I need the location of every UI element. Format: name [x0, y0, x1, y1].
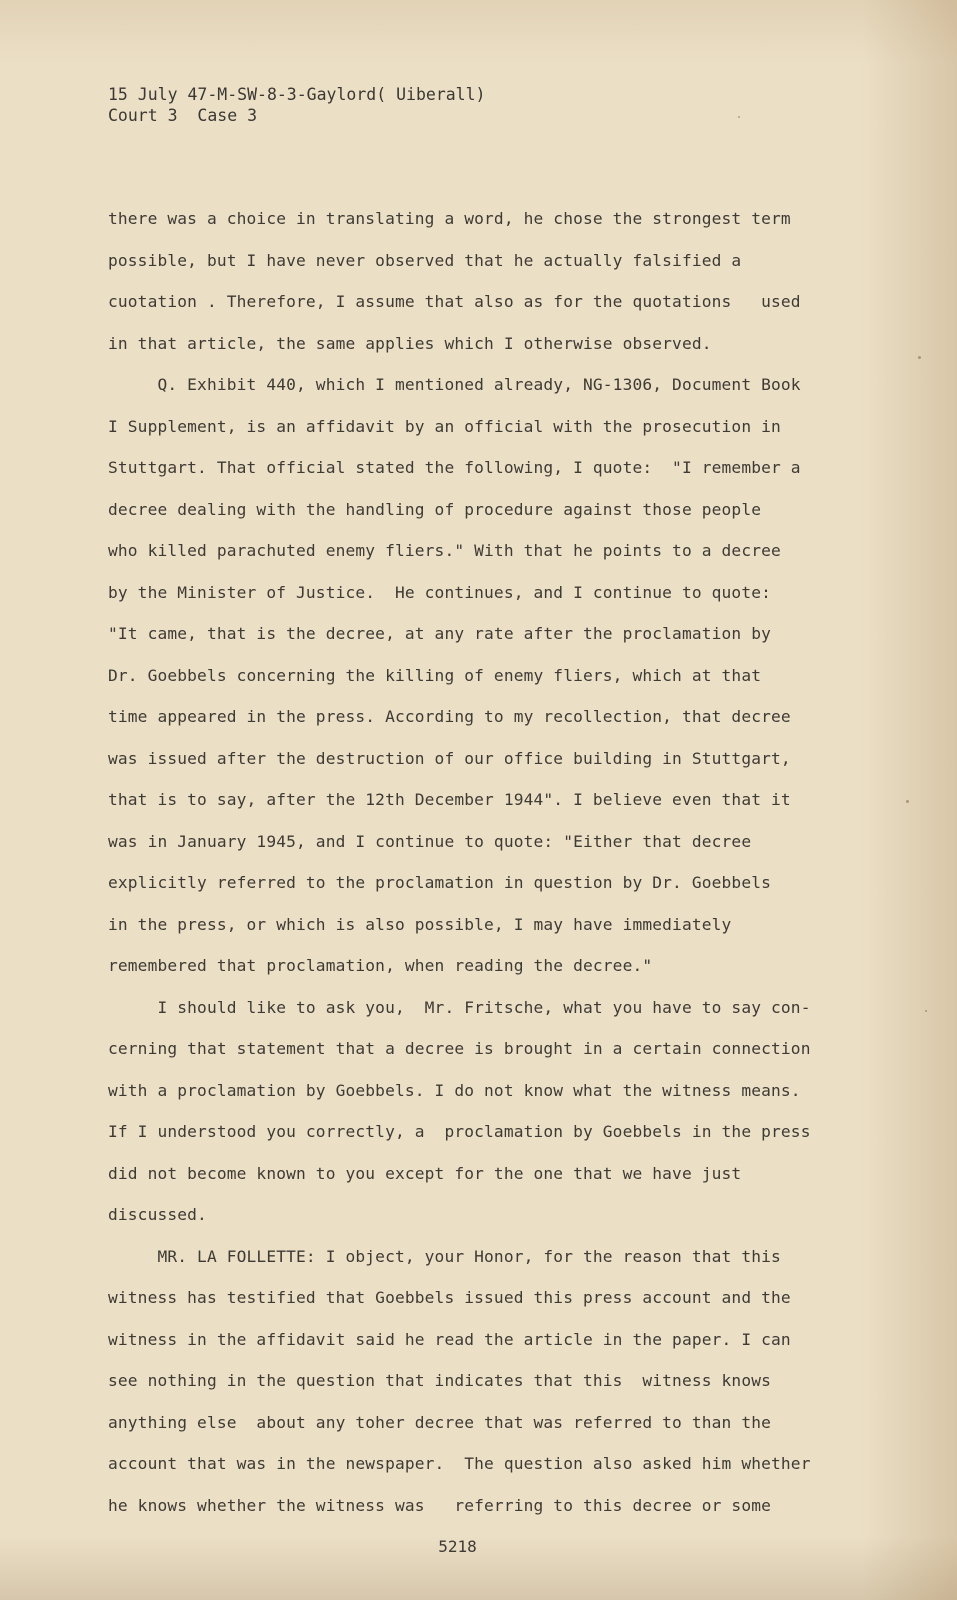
text-line: anything else about any toher decree that was referred to than the [108, 1412, 772, 1432]
text-line: did not become known to you except for the one that we have just [108, 1163, 742, 1183]
text-line: time appeared in the press. According to my recollection, that decree [108, 707, 791, 726]
text-line: in that article, the same applies which I otherwise observed. [108, 333, 712, 353]
text-line: was issued after the destruction of our office building in Stuttgart, [108, 748, 791, 768]
text-line: he knows whether the witness was referring to this decree or some [108, 1495, 772, 1515]
text-line: If I understood you correctly, a proclamation by Goebbels in the press [108, 1122, 811, 1141]
text-line: cerning that statement that a decree is brought in a certain connection [108, 1039, 811, 1058]
paper-speck [925, 1010, 927, 1012]
text-line: cuotation . Therefore, I assume that also as for the quotations used [108, 292, 801, 311]
text-line: Q. Exhibit 440, which I mentioned already, NG-1306, Document Book [108, 375, 801, 394]
text-line: possible, but I have never observed that he actually falsified a [108, 250, 742, 270]
text-line: with a proclamation by Goebbels. I do not know what the witness means. [108, 1080, 801, 1100]
paper-speck [918, 356, 921, 359]
text-line: in the press, or which is also possible, I may have immediately [108, 914, 732, 934]
text-line: Dr. Goebbels concerning the killing of enemy fliers, which at that [108, 665, 762, 685]
text-line: Stuttgart. That official stated the following, I quote: "I remember a [108, 458, 801, 477]
text-line: that is to say, after the 12th December 1944". I believe even that it [108, 790, 791, 809]
text-line: there was a choice in translating a word, he chose the strongest term [108, 209, 791, 228]
text-line: account that was in the newspaper. The question also asked him whether [108, 1454, 811, 1473]
text-line: witness has testified that Goebbels issued this press account and the [108, 1288, 791, 1307]
paper-speck [738, 116, 740, 118]
text-line: I should like to ask you, Mr. Fritsche, what you have to say con- [108, 997, 811, 1017]
transcript-body [108, 204, 848, 1532]
paper-speck [906, 800, 909, 803]
text-line: witness in the affidavit said he read the article in the paper. I can [108, 1329, 791, 1349]
text-line: who killed parachuted enemy fliers." With that he points to a decree [108, 541, 781, 560]
text-line: by the Minister of Justice. He continues, and I continue to quote: [108, 582, 772, 602]
page-number: 5218 [438, 1537, 477, 1556]
document-header [108, 84, 486, 126]
text-line: I Supplement, is an affidavit by an official with the prosecution in [108, 416, 781, 436]
text-line: explicitly referred to the proclamation in question by Dr. Goebbels [108, 873, 772, 892]
text-line: was in January 1945, and I continue to quote: "Either that decree [108, 831, 752, 851]
text-line: "It came, that is the decree, at any rate after the proclamation by [108, 624, 772, 643]
text-line: decree dealing with the handling of procedure against those people [108, 499, 762, 519]
text-line: remembered that proclamation, when reading the decree." [108, 956, 653, 975]
text-line: see nothing in the question that indicates that this witness knows [108, 1371, 772, 1390]
header-session-line: 15 July 47-M-SW-8-3-Gaylord( Uiberall) [108, 85, 486, 104]
text-line: MR. LA FOLLETTE: I object, your Honor, for the reason that this [108, 1246, 781, 1266]
header-court-line: Court 3 Case 3 [108, 106, 258, 125]
text-line: discussed. [108, 1205, 207, 1224]
